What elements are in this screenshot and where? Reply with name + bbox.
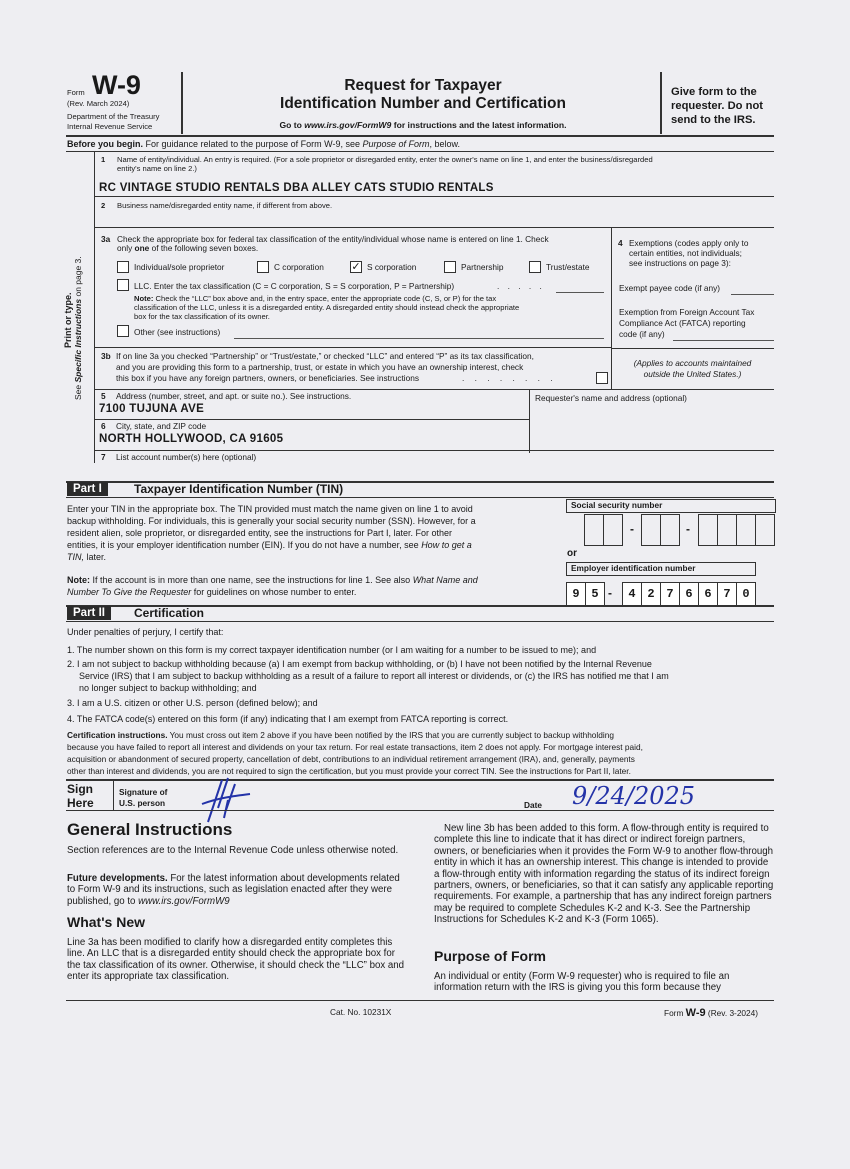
- department-irs: Internal Revenue Service: [67, 122, 153, 131]
- ein-digit-4[interactable]: 2: [641, 582, 661, 606]
- signature-label2: U.S. person: [119, 798, 166, 808]
- cert-item2-line2: Service (IRS) that I am subject to backup withholding as a result of a failure to report all interest or dividends, or (c) the IRS has notified me that I am: [79, 671, 669, 681]
- ccorp-checkbox[interactable]: [257, 261, 269, 273]
- cert-instructions4: other than interest and dividends, you are not required to sign the certification, but you must provide your correct TIN. See the instructions for Part II, later.: [67, 766, 631, 776]
- fatca-label1: Exemption from Foreign Account Tax: [619, 307, 755, 317]
- part1-note1: Note: If the account is in more than one name, see the instructions for line 1. See also What Name and: [67, 575, 478, 585]
- line7-number: 7: [101, 452, 106, 462]
- signature-label1: Signature of: [119, 787, 168, 797]
- line3b-number: 3b: [101, 351, 111, 361]
- ssn-digit-5[interactable]: [698, 514, 718, 546]
- ssn-label: Social security number: [571, 500, 663, 510]
- address-field[interactable]: 7100 TUJUNA AVE: [99, 403, 205, 415]
- future-developments: Future developments. For the latest information about developments related to Form W-9 and its instructions, such as legislation enacted after they were published, go to www.irs.gov/FormW9: [67, 873, 400, 907]
- line3b-leader-dots: . . . . . . . .: [462, 373, 557, 383]
- llc-note-line1: Note: Check the “LLC” box above and, in the entry space, enter the appropriate code (C, S, or P) for the tax: [134, 294, 497, 303]
- line6-label: City, state, and ZIP code: [116, 421, 207, 431]
- ein-digit-3[interactable]: 4: [622, 582, 642, 606]
- line3b-label: If on line 3a you checked “Partnership” or “Trust/estate,” or checked “LLC” and entered “P” as its tax classification,: [116, 351, 534, 361]
- llc-leader-dots: . . . . .: [497, 281, 545, 291]
- ssn-dash-1: -: [630, 522, 634, 536]
- cert-item2-line3: no longer subject to backup withholding; and: [79, 683, 257, 693]
- llc-checkbox[interactable]: [117, 279, 129, 291]
- scorp-checkbox[interactable]: ✓: [351, 261, 361, 273]
- give-form-line1: Give form to the: [671, 86, 757, 98]
- fatca-label2: Compliance Act (FATCA) reporting: [619, 318, 746, 328]
- form-word: Form: [67, 88, 85, 97]
- general-section-refs: Section references are to the Internal Revenue Code unless otherwise noted.: [67, 845, 399, 856]
- part1-title: Taxpayer Identification Number (TIN): [134, 482, 344, 496]
- fatca-label3: code (if any): [619, 329, 665, 339]
- individual-checkbox[interactable]: [117, 261, 129, 273]
- ein-dash: -: [608, 586, 612, 600]
- cert-item1: 1. The number shown on this form is my correct taxpayer identification number (or I am waiting for a number to be issued to me); and: [67, 645, 597, 655]
- or-label: or: [567, 548, 577, 559]
- cert-intro: Under penalties of perjury, I certify that:: [67, 627, 224, 637]
- llc-note-line3: box for the tax classification of its owner.: [134, 312, 270, 321]
- form-revision: (Rev. March 2024): [67, 99, 130, 108]
- part1-text4: entities, it is your employer identification number (EIN). If you do not have a number, see How to get a: [67, 540, 472, 550]
- fatca-field[interactable]: [673, 340, 774, 341]
- line7-label: List account number(s) here (optional): [116, 452, 257, 462]
- line2-label: Business name/disregarded entity name, if different from above.: [117, 201, 333, 210]
- llc-note-line2: classification of the LLC, unless it is a disregarded entity. A disregarded entity should instead check the appropriate: [134, 303, 520, 312]
- cert-instructions1: Certification instructions. You must cross out item 2 above if you have been notified by the IRS that you are currently subject to backup withholding: [67, 730, 614, 740]
- ein-digit-6[interactable]: 6: [679, 582, 699, 606]
- city-state-zip-field[interactable]: NORTH HOLLYWOOD, CA 91605: [99, 433, 284, 445]
- before-you-begin: Before you begin. For guidance related to the purpose of Form W-9, see Purpose of Form, below.: [67, 139, 461, 149]
- ein-digit-7[interactable]: 6: [698, 582, 718, 606]
- whats-new-text: Line 3a has been modified to clarify how a disregarded entity completes this line. An LLC that is a disregarded entity should check the appropriate box for the tax classification of its owner. Otherwise, it should check the “LLC” box and enter its appropriate tax classification.: [67, 937, 405, 983]
- partnership-label: Partnership: [461, 262, 504, 272]
- line4-label: Exemptions (codes apply only to: [629, 238, 749, 248]
- ssn-digit-6[interactable]: [717, 514, 737, 546]
- line3a-label: Check the appropriate box for federal tax classification of the entity/individual whose name is entered on line 1. Check: [117, 234, 549, 244]
- trust-label: Trust/estate: [546, 262, 590, 272]
- cert-item3: 3. I am a U.S. citizen or other U.S. person (defined below); and: [67, 698, 318, 708]
- sidebar-print-type: Print or type. See Specific Instructions on page 3.: [63, 256, 83, 400]
- line4-number: 4: [618, 238, 623, 248]
- scorp-label: S corporation: [367, 262, 417, 272]
- cert-item2-line1: 2. I am not subject to backup withholding because (a) I am exempt from backup withholding, or (b) I have not been notified by the Internal Revenue: [67, 659, 652, 669]
- sign-label: Sign: [67, 782, 93, 796]
- part1-text5: TIN, later.: [67, 552, 107, 562]
- line6-number: 6: [101, 421, 106, 431]
- line3a-label-cont: only one of the following seven boxes.: [117, 243, 259, 253]
- line3b-label-cont1: and you are providing this form to a partnership, trust, or estate in which you have an ownership interest, check: [116, 362, 524, 372]
- form-number: W-9: [92, 70, 141, 100]
- department-treasury: Department of the Treasury: [67, 112, 160, 121]
- ssn-digit-7[interactable]: [736, 514, 756, 546]
- ssn-digit-3[interactable]: [641, 514, 661, 546]
- line3b-new-text: New line 3b has been added to this form. A flow-through entity is required to complete this line to indicate that it has direct or indirect foreign partners, owners, or beneficiaries when it provides the Form W-9 to another flow-through entity in which it has an ownership interest. This change is intended to provide a flow-through entity with information regarding the status of its indirect foreign partners, owners, or beneficiaries, so that it can satisfy any applicable reporting requirements. For example, a partnership that has any indirect foreign partners may be required to complete Schedules K-2 and K-3. See the Partnership Instructions for Schedules K-2 and K-3 (Form 1065).: [434, 823, 774, 926]
- here-label: Here: [67, 796, 94, 810]
- form-title-line1: Request for Taxpayer: [344, 77, 502, 94]
- foreign-partners-checkbox[interactable]: [596, 372, 608, 384]
- cert-instructions3: acquisition or abandonment of secured property, cancellation of debt, contributions to an individual retirement arrangement (IRA), and, generally, payments: [67, 754, 635, 764]
- other-label: Other (see instructions): [134, 327, 221, 337]
- date-field[interactable]: 9/24/2025: [572, 782, 696, 810]
- ssn-digit-2[interactable]: [603, 514, 623, 546]
- line3b-label-cont2: this box if you have any foreign partners, owners, or beneficiaries. See instructions: [116, 373, 419, 383]
- purpose-title: Purpose of Form: [434, 948, 547, 964]
- general-title: General Instructions: [67, 820, 233, 839]
- line1-label: Name of entity/individual. An entry is required. (For a sole proprietor or disregarded entity, enter the owner's name on line 1, and enter the business/disregarded: [117, 155, 653, 164]
- ssn-digit-4[interactable]: [660, 514, 680, 546]
- partnership-checkbox[interactable]: [444, 261, 456, 273]
- ein-digit-8[interactable]: 7: [717, 582, 737, 606]
- applies-note1: (Applies to accounts maintained: [633, 358, 752, 368]
- ssn-digit-8[interactable]: [755, 514, 775, 546]
- line5-number: 5: [101, 391, 106, 401]
- llc-label: LLC. Enter the tax classification (C = C corporation, S = S corporation, P = Partnership): [134, 281, 455, 291]
- part1-note2: Number To Give the Requester for guidelines on whose number to enter.: [67, 587, 357, 597]
- requester-label: Requester's name and address (optional): [535, 393, 687, 403]
- applies-note2: outside the United States.): [643, 369, 742, 379]
- ein-digit-2[interactable]: 5: [585, 582, 605, 606]
- ccorp-label: C corporation: [274, 262, 324, 272]
- other-field[interactable]: [234, 338, 604, 339]
- part1-tag: Part I: [67, 482, 108, 496]
- part1-text1: Enter your TIN in the appropriate box. The TIN provided must match the name given on line 1 to avoid: [67, 504, 473, 514]
- part1-text2: backup withholding. For individuals, this is generally your social security number (SSN). However, for a: [67, 516, 476, 526]
- line2-number: 2: [101, 201, 106, 210]
- ein-digit-5[interactable]: 7: [660, 582, 680, 606]
- individual-label: Individual/sole proprietor: [134, 262, 225, 272]
- part1-text3: resident alien, sole proprietor, or disregarded entity, see the instructions for Part I, later. For other: [67, 528, 453, 538]
- line3a-number: 3a: [101, 234, 111, 244]
- cert-item4: 4. The FATCA code(s) entered on this form (if any) indicating that I am exempt from FATCA reporting is correct.: [67, 714, 509, 724]
- goto-instructions: Go to www.irs.gov/FormW9 for instructions and the latest information.: [279, 120, 567, 130]
- ein-label: Employer identification number: [571, 563, 696, 573]
- footer-form: Form W-9 (Rev. 3-2024): [664, 1007, 759, 1019]
- line1-name-field[interactable]: RC VINTAGE STUDIO RENTALS DBA ALLEY CATS STUDIO RENTALS: [99, 182, 494, 194]
- cat-number: Cat. No. 10231X: [330, 1007, 392, 1017]
- part2-title: Certification: [134, 606, 205, 620]
- ssn-digit-1[interactable]: [584, 514, 604, 546]
- line1-number: 1: [101, 155, 106, 164]
- trust-checkbox[interactable]: [529, 261, 541, 273]
- ssn-dash-2: -: [686, 522, 690, 536]
- line4-label-cont2: see instructions on page 3):: [629, 258, 731, 268]
- line4-label-cont1: certain entities, not individuals;: [629, 248, 742, 258]
- part2-tag: Part II: [67, 606, 111, 620]
- llc-code-field[interactable]: [556, 292, 604, 293]
- whats-new-title: What's New: [67, 914, 146, 930]
- line5-label: Address (number, street, and apt. or suite no.). See instructions.: [116, 391, 352, 401]
- give-form-line3: send to the IRS.: [671, 114, 756, 126]
- line1-label-cont: entity's name on line 2.): [117, 164, 197, 173]
- ein-digit-1[interactable]: 9: [566, 582, 586, 606]
- form-title-line2: Identification Number and Certification: [280, 95, 566, 112]
- exempt-payee-label: Exempt payee code (if any): [619, 283, 720, 293]
- other-checkbox[interactable]: [117, 325, 129, 337]
- exempt-payee-field[interactable]: [731, 294, 774, 295]
- purpose-text: An individual or entity (Form W-9 requester) who is required to file an information return with the IRS is giving you this form because they: [434, 971, 730, 994]
- give-form-line2: requester. Do not: [671, 100, 764, 112]
- date-label: Date: [524, 800, 542, 810]
- ein-digit-9[interactable]: 0: [736, 582, 756, 606]
- cert-instructions2: because you have failed to report all interest and dividends on your tax return. For real estate transactions, item 2 does not apply. For mortgage interest paid,: [67, 742, 643, 752]
